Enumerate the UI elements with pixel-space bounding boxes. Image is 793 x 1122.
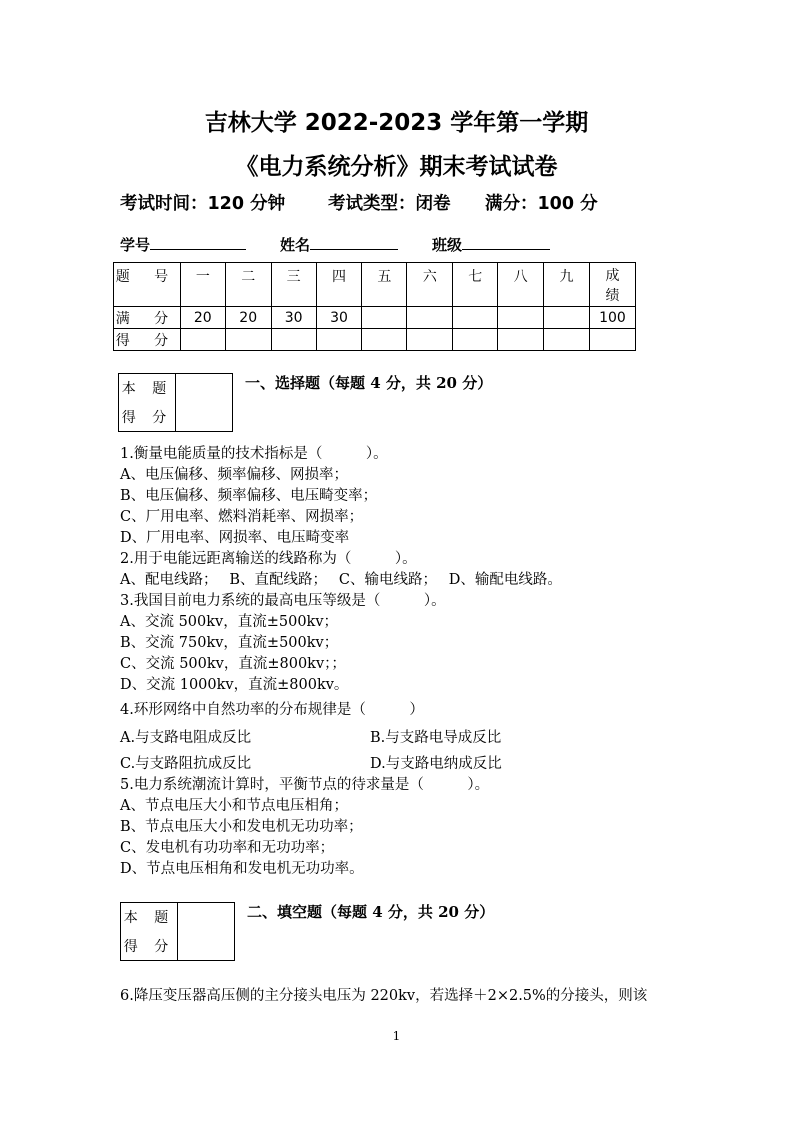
exam-type: 考试类型：闭卷 bbox=[328, 194, 451, 214]
score-table bbox=[113, 262, 636, 351]
full-mark-cell: 20 bbox=[180, 307, 225, 329]
col-header: 九 bbox=[544, 263, 590, 307]
score-box-input[interactable] bbox=[176, 374, 232, 431]
col-header: 四 bbox=[316, 263, 362, 307]
question-stem: 3.我国目前电力系统的最高电压等级是（ ）。 bbox=[120, 593, 446, 609]
option: C、发电机有功功率和无功功率； bbox=[120, 840, 335, 856]
option-row: A、配电线路； B、直配线路； C、输电线路； D、输配电线路。 bbox=[120, 572, 562, 588]
full-mark-cell bbox=[544, 307, 590, 329]
full-mark-cell: 30 bbox=[271, 307, 316, 329]
score-row bbox=[114, 329, 636, 351]
question-stem: 1.衡量电能质量的技术指标是（ ）。 bbox=[120, 446, 388, 462]
option: A、电压偏移、频率偏移、网损率； bbox=[120, 467, 348, 483]
row-label-number: 题 号 bbox=[114, 263, 181, 307]
row-label-full: 满 分 bbox=[114, 307, 181, 329]
score-box-labels bbox=[119, 374, 176, 431]
col-header: 五 bbox=[362, 263, 407, 307]
option: B、节点电压大小和发电机无功功率； bbox=[120, 819, 363, 835]
full-marks-row bbox=[114, 307, 636, 329]
col-header: 三 bbox=[271, 263, 316, 307]
question-1 bbox=[120, 444, 562, 696]
col-header: 二 bbox=[225, 263, 271, 307]
name-blank[interactable] bbox=[310, 235, 398, 250]
question-4 bbox=[120, 700, 424, 721]
full-score: 满分：100 分 bbox=[485, 194, 598, 214]
class-field[interactable] bbox=[432, 234, 550, 255]
score-box-line2: 得 分 bbox=[121, 409, 173, 426]
option: A、交流 500kv，直流±500kv； bbox=[120, 614, 339, 630]
section1-heading: 一、选择题（每题 4 分，共 20 分） bbox=[245, 374, 493, 392]
col-header: 一 bbox=[180, 263, 225, 307]
score-cell[interactable] bbox=[407, 329, 453, 351]
option: C、交流 500kv，直流±800kv；； bbox=[120, 656, 346, 672]
score-cell[interactable] bbox=[362, 329, 407, 351]
page-number: 1 bbox=[392, 1029, 401, 1043]
section1-score-box bbox=[118, 373, 233, 432]
option: D、节点电压相角和发电机无功功率。 bbox=[120, 861, 364, 877]
score-cell[interactable] bbox=[453, 329, 498, 351]
class-label: 班级 bbox=[432, 236, 463, 254]
full-mark-cell: 20 bbox=[225, 307, 271, 329]
question-stem: 4.环形网络中自然功率的分布规律是（ ） bbox=[120, 702, 424, 718]
score-cell[interactable] bbox=[316, 329, 362, 351]
option: C、厂用电率、燃料消耗率、网损率； bbox=[120, 509, 364, 525]
question-stem: 2.用于电能远距离输送的线路称为（ ）。 bbox=[120, 551, 417, 567]
q4-option-c: C.与支路阻抗成反比 bbox=[120, 756, 252, 772]
option: A、节点电压大小和节点电压相角； bbox=[120, 798, 348, 814]
col-header: 七 bbox=[453, 263, 498, 307]
full-mark-cell bbox=[407, 307, 453, 329]
question-6: 6.降压变压器高压侧的主分接头电压为 220kv，若选择＋2×2.5%的分接头，则该 bbox=[120, 988, 648, 1004]
section2-score-box bbox=[120, 902, 235, 961]
q4-option-a: A.与支路电阻成反比 bbox=[120, 730, 252, 746]
student-id-field[interactable] bbox=[120, 234, 246, 255]
full-mark-cell bbox=[498, 307, 544, 329]
full-mark-cell: 100 bbox=[589, 307, 635, 329]
section2-heading: 二、填空题（每题 4 分，共 20 分） bbox=[247, 903, 495, 921]
option: B、电压偏移、频率偏移、电压畸变率； bbox=[120, 488, 378, 504]
col-header-total bbox=[589, 263, 635, 307]
name-field[interactable] bbox=[280, 234, 398, 255]
score-box-labels bbox=[121, 903, 178, 960]
score-cell[interactable] bbox=[589, 329, 635, 351]
exam-title-line2: 《电力系统分析》期末考试试卷 bbox=[235, 154, 558, 180]
option: B、交流 750kv，直流±500kv； bbox=[120, 635, 339, 651]
exam-title-line1: 吉林大学 2022-2023 学年第一学期 bbox=[204, 110, 589, 136]
score-cell[interactable] bbox=[180, 329, 225, 351]
score-cell[interactable] bbox=[544, 329, 590, 351]
score-cell[interactable] bbox=[225, 329, 271, 351]
score-cell[interactable] bbox=[271, 329, 316, 351]
option: D、厂用电率、网损率、电压畸变率 bbox=[120, 530, 350, 546]
score-box-line2: 得 分 bbox=[123, 938, 175, 955]
score-cell[interactable] bbox=[498, 329, 544, 351]
student-id-label: 学号 bbox=[120, 236, 151, 254]
exam-time: 考试时间：120 分钟 bbox=[120, 194, 286, 214]
class-blank[interactable] bbox=[462, 235, 550, 250]
score-box-line1: 本 题 bbox=[121, 381, 173, 398]
student-id-blank[interactable] bbox=[150, 235, 246, 250]
q4-option-d: D.与支路电纳成反比 bbox=[370, 756, 502, 772]
row-label-score: 得 分 bbox=[114, 329, 181, 351]
col-header: 八 bbox=[498, 263, 544, 307]
header-row bbox=[114, 263, 636, 307]
full-mark-cell bbox=[362, 307, 407, 329]
option: D、交流 1000kv，直流±800kv。 bbox=[120, 677, 349, 693]
name-label: 姓名 bbox=[280, 236, 311, 254]
col-header: 六 bbox=[407, 263, 453, 307]
full-mark-cell bbox=[453, 307, 498, 329]
q4-option-b: B.与支路电导成反比 bbox=[370, 730, 502, 746]
question-5 bbox=[120, 775, 489, 880]
full-mark-cell: 30 bbox=[316, 307, 362, 329]
question-stem: 5.电力系统潮流计算时，平衡节点的待求量是（ ）。 bbox=[120, 777, 490, 793]
score-box-input[interactable] bbox=[178, 903, 234, 960]
col-header-total-text: 成绩 bbox=[605, 268, 620, 304]
score-box-line1: 本 题 bbox=[123, 910, 175, 927]
